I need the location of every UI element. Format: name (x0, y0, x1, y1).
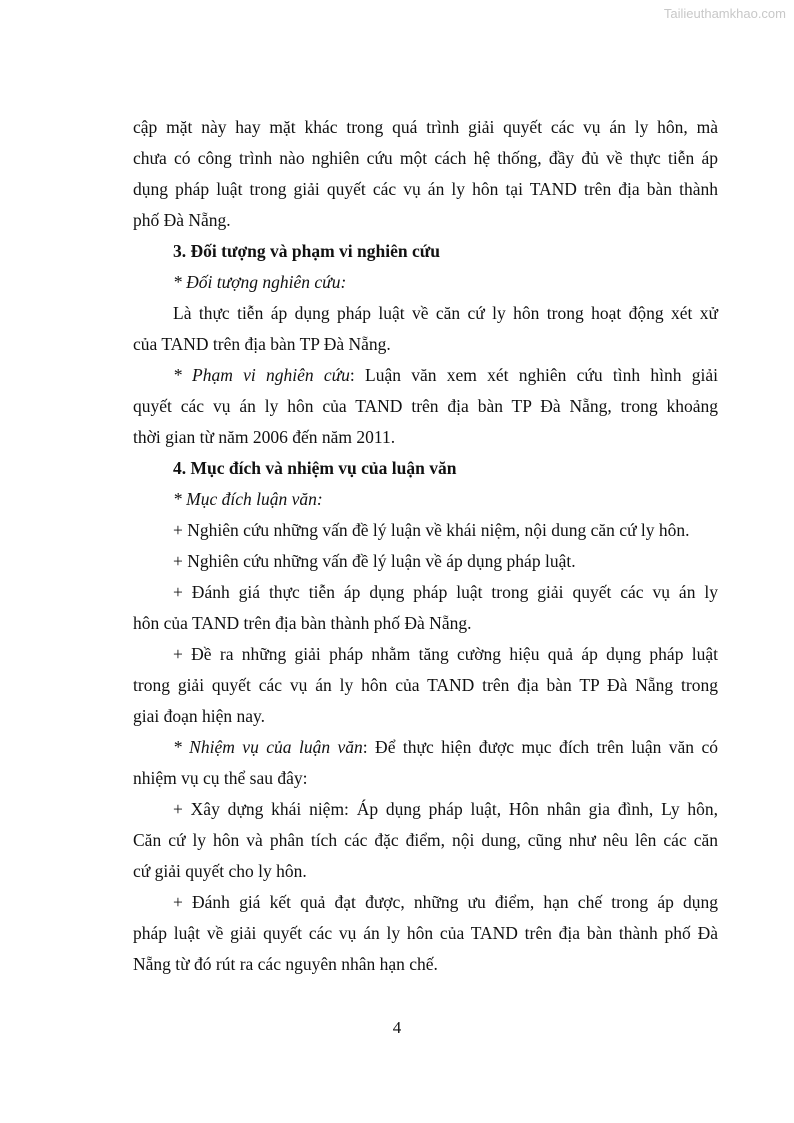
line-text: : Luận văn xem xét nghiên cứu tình hình giải (349, 365, 718, 385)
section-heading: 3. Đối tượng và phạm vi nghiên cứu (173, 241, 440, 261)
text-line: của TAND trên địa bàn TP Đà Nẵng. (133, 334, 391, 354)
text-line: + Đánh giá kết quả đạt được, những ưu điểm, hạn chế trong áp dụng (173, 892, 718, 912)
text-line: phố Đà Nẵng. (133, 210, 231, 230)
line-text: : Để thực hiện được mục đích trên luận văn có (362, 737, 718, 757)
section-heading: 4. Mục đích và nhiệm vụ của luận văn (173, 458, 457, 478)
text-line: + Đánh giá thực tiễn áp dụng pháp luật trong giải quyết các vụ án ly (173, 582, 718, 602)
italic-label: * Phạm vi nghiên cứu (173, 365, 350, 385)
italic-label: * Nhiệm vụ của luận văn (173, 737, 363, 757)
document-body (133, 112, 718, 980)
text-line: thời gian từ năm 2006 đến năm 2011. (133, 427, 396, 447)
text-line (133, 732, 718, 763)
text-line: nhiệm vụ cụ thể sau đây: (133, 768, 308, 788)
text-line: + Đề ra những giải pháp nhằm tăng cường hiệu quả áp dụng pháp luật (173, 644, 718, 664)
text-line: + Nghiên cứu những vấn đề lý luận về áp dụng pháp luật. (173, 551, 576, 571)
text-line: hôn của TAND trên địa bàn thành phố Đà Nẵng. (133, 613, 472, 633)
text-line: + Xây dựng khái niệm: Áp dụng pháp luật, Hôn nhân gia đình, Ly hôn, (173, 799, 718, 819)
watermark: Tailieuthamkhao.com (663, 6, 786, 21)
text-line: Nẵng từ đó rút ra các nguyên nhân hạn chế. (133, 954, 438, 974)
text-line: * Đối tượng nghiên cứu: (173, 272, 347, 292)
text-line: cứ giải quyết cho ly hôn. (133, 861, 307, 881)
text-line: + Nghiên cứu những vấn đề lý luận về khái niệm, nội dung căn cứ ly hôn. (173, 520, 690, 540)
text-line: chưa có công trình nào nghiên cứu một cách hệ thống, đầy đủ về thực tiễn áp (133, 148, 718, 168)
text-line (133, 360, 718, 391)
text-line: cập mặt này hay mặt khác trong quá trình giải quyết các vụ án ly hôn, mà (133, 117, 718, 137)
text-line: dụng pháp luật trong giải quyết các vụ án ly hôn tại TAND trên địa bàn thành (133, 179, 718, 199)
text-line: Là thực tiễn áp dụng pháp luật về căn cứ ly hôn trong hoạt động xét xử (173, 303, 718, 323)
text-line: Căn cứ ly hôn và phân tích các đặc điểm, nội dung, cũng như nêu lên các căn (133, 830, 718, 850)
text-line: giai đoạn hiện nay. (133, 706, 266, 726)
text-line: pháp luật về giải quyết các vụ án ly hôn của TAND trên địa bàn thành phố Đà (133, 923, 718, 943)
text-line: trong giải quyết các vụ án ly hôn của TAND trên địa bàn TP Đà Nẵng trong (133, 675, 718, 695)
text-line: * Mục đích luận văn: (173, 489, 323, 509)
page-number: 4 (392, 1018, 402, 1037)
text-line: quyết các vụ án ly hôn của TAND trên địa bàn TP Đà Nẵng, trong khoảng (133, 396, 718, 416)
